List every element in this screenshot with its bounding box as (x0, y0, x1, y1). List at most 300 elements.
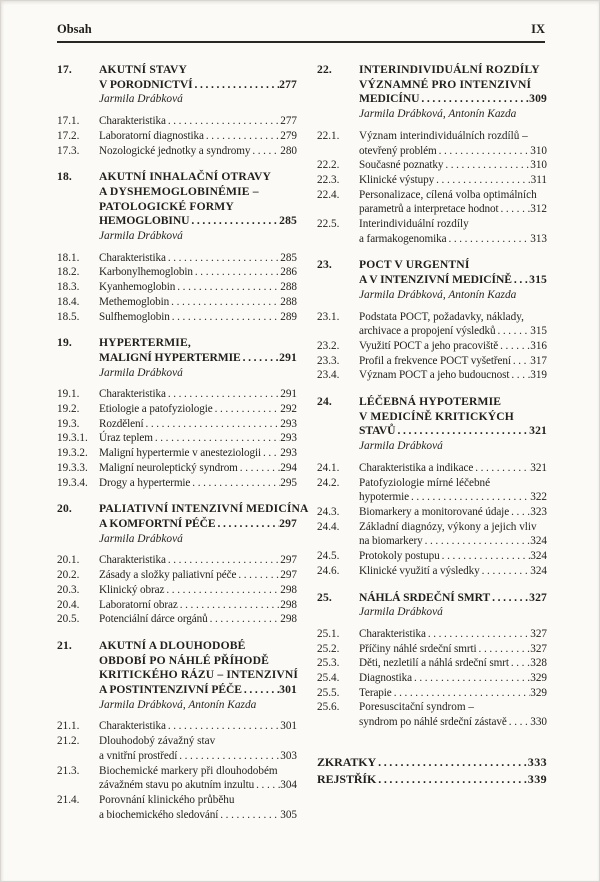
section-title (359, 686, 547, 701)
section-title (99, 251, 297, 266)
entry-page-number: 323 (530, 505, 547, 518)
section-number: 23.2. (317, 339, 340, 352)
section-title (99, 793, 297, 822)
toc-leader-line (359, 534, 547, 549)
toc-section-row (57, 251, 297, 266)
section-number: 22.5. (317, 218, 340, 231)
toc-section-row (57, 568, 297, 583)
toc-leader-line (99, 778, 297, 793)
section-number: 20.5. (57, 613, 80, 626)
section-number: 25.2. (317, 642, 340, 655)
dot-leader (166, 719, 280, 734)
dot-leader (495, 324, 530, 339)
chapter-heading (57, 502, 309, 531)
chapter-title-line: HYPERTERMIE, (99, 336, 191, 350)
dot-leader (166, 553, 280, 568)
section-title (359, 520, 547, 549)
back-matter-entry (317, 771, 547, 788)
dot-leader (376, 754, 528, 771)
section-number: 25.4. (317, 672, 340, 685)
dot-leader (250, 144, 280, 159)
toc-section-row (317, 656, 547, 671)
chapter-title-line: A DYSHEMOGLOBINÉMIE – (99, 184, 259, 198)
entry-text: Využití POCT a jeho pracoviště (359, 339, 499, 352)
section-title (359, 642, 547, 657)
entry-page-number: 298 (280, 613, 297, 626)
section-title (99, 583, 297, 598)
toc-column-right (317, 63, 547, 822)
chapter-heading (57, 336, 297, 365)
section-title (359, 129, 547, 158)
chapter-sections (317, 461, 547, 579)
section-title (99, 568, 297, 583)
section-title (99, 402, 297, 417)
dot-leader (509, 505, 530, 520)
entry-page-number: 321 (530, 461, 547, 474)
dot-leader (189, 214, 279, 229)
toc-leader-line (99, 598, 297, 613)
toc-chapter (57, 170, 297, 324)
entry-page-number: 295 (280, 476, 297, 489)
entry-text: Rozdělení (99, 417, 144, 430)
entry-text: Klinický obraz (99, 583, 165, 596)
entry-text: Karbonylhemoglobin (99, 266, 193, 279)
toc-leader-line (359, 324, 547, 339)
toc-section-row (317, 505, 547, 520)
entry-page-number: 311 (530, 173, 547, 186)
toc-section-row (317, 158, 547, 173)
toc-leader-line (99, 402, 297, 417)
dot-leader (175, 280, 280, 295)
entry-page-number: 329 (530, 672, 547, 685)
toc-section-row (317, 188, 547, 217)
toc-section-row (317, 217, 547, 246)
section-title (99, 114, 297, 129)
dot-leader (164, 583, 280, 598)
section-title (359, 671, 547, 686)
entry-page-number: 301 (279, 683, 297, 697)
section-number: 18.1. (57, 251, 80, 264)
entry-text: hypotermie (359, 491, 409, 504)
dot-leader (512, 273, 529, 288)
entry-page-number: 292 (280, 403, 297, 416)
toc-leader-line (99, 749, 297, 764)
entry-page-number: 327 (530, 627, 547, 640)
entry-text: ZKRATKY (317, 754, 377, 769)
toc-section-row (317, 549, 547, 564)
section-number: 25.5. (317, 686, 340, 699)
toc-back-matter (317, 754, 547, 788)
entry-text: otevřený problém (359, 144, 437, 157)
section-number: 23.4. (317, 369, 340, 382)
toc-leader-line (99, 476, 297, 491)
entry-text: STAVŮ (359, 424, 396, 438)
toc-leader-line (359, 490, 547, 505)
section-title (359, 354, 547, 369)
entry-text: Etiologie a patofyziologie (99, 403, 213, 416)
section-number: 19.3. (57, 417, 80, 430)
toc-section-row (57, 583, 297, 598)
chapter-title (99, 336, 297, 365)
chapter-number: 21. (57, 638, 72, 652)
section-title (359, 339, 547, 354)
dot-leader (437, 144, 531, 159)
section-title (99, 129, 297, 144)
toc-chapter (57, 336, 297, 490)
toc-leader-line (359, 686, 547, 701)
entry-page-number: 297 (279, 516, 297, 530)
toc-section-row (317, 671, 547, 686)
chapter-heading (317, 258, 547, 287)
chapter-authors: Jarmila Drábková (99, 230, 183, 243)
chapter-title (99, 63, 297, 92)
chapter-title-line: AKUTNÍ INHALAČNÍ OTRAVY (99, 170, 272, 184)
section-number: 17.1. (57, 115, 80, 128)
section-title (99, 310, 297, 325)
entry-text: Charakteristika (99, 251, 166, 264)
section-number: 20.3. (57, 583, 80, 596)
entry-page-number: 286 (280, 266, 297, 279)
chapter-authors: Jarmila Drábková, Antonín Kazda (99, 698, 257, 711)
section-number: 18.4. (57, 295, 80, 308)
chapter-title-line: INTERINDIVIDUÁLNÍ ROZDÍLY (359, 63, 540, 76)
entry-page-number: 329 (530, 686, 547, 699)
section-number: 24.5. (317, 550, 340, 563)
entry-page-number: 324 (530, 550, 547, 563)
entry-page-number: 328 (530, 657, 547, 670)
entry-page-number: 288 (280, 281, 297, 294)
dot-leader (170, 310, 281, 325)
entry-text: parametrů a interpretace hodnot (359, 203, 499, 216)
toc-section-row (57, 295, 297, 310)
toc-section-row (57, 612, 297, 627)
toc-section-row (57, 598, 297, 613)
toc-leader-line (99, 553, 297, 568)
chapter-title-line: PALIATIVNÍ INTENZIVNÍ MEDICÍNA (99, 502, 309, 516)
entry-page-number: 339 (527, 771, 547, 786)
section-title (359, 656, 547, 671)
chapter-number: 20. (57, 502, 72, 516)
toc-leader-line (99, 583, 297, 598)
chapter-number: 23. (317, 258, 332, 272)
chapter-number: 19. (57, 336, 72, 350)
section-number: 22.3. (317, 173, 340, 186)
section-title (99, 719, 297, 734)
entry-text: závažném stavu po akutním inzultu (99, 779, 255, 792)
entry-text: Současné poznatky (359, 159, 444, 172)
entry-page-number: 324 (530, 535, 547, 548)
toc-leader-line (99, 808, 297, 823)
dot-leader (178, 598, 280, 613)
toc-leader-line (359, 339, 547, 354)
entry-text: Kyanhemoglobin (99, 281, 176, 294)
chapter-title (359, 63, 547, 107)
chapter-sections (57, 387, 297, 490)
entry-page-number: 297 (280, 554, 297, 567)
dot-leader (477, 642, 531, 657)
section-number: 24.3. (317, 505, 340, 518)
chapter-sections (317, 627, 547, 730)
entry-text: Maligní hypertermie v anesteziologii (99, 447, 261, 460)
section-number: 24.4. (317, 520, 340, 533)
section-number: 18.3. (57, 281, 80, 294)
toc-leader-line (99, 461, 297, 476)
entry-page-number: 291 (280, 388, 297, 401)
entry-page-number: 315 (529, 273, 547, 287)
entry-text: Sulfhemoglobin (99, 310, 170, 323)
toc-leader-line (359, 549, 547, 564)
dot-leader (480, 564, 531, 579)
toc-chapter (317, 591, 547, 730)
dot-leader (507, 715, 530, 730)
entry-page-number: 293 (280, 432, 297, 445)
chapter-title (99, 170, 297, 229)
section-number: 21.4. (57, 793, 80, 806)
chapter-authors: Jarmila Drábková, Antonín Kazda (359, 288, 517, 301)
section-number: 22.4. (317, 188, 340, 201)
entry-page-number: 319 (530, 369, 547, 382)
entry-text: Laboratorní obraz (99, 598, 178, 611)
toc-columns (57, 63, 545, 822)
dot-leader (218, 808, 280, 823)
entry-page-number: 297 (280, 569, 297, 582)
entry-text: Diagnostika (359, 672, 412, 685)
section-title-line: Biochemické markery při dlouhodobém (99, 764, 278, 777)
section-title (359, 700, 547, 729)
section-title-line: Porovnání klinického průběhu (99, 793, 235, 806)
section-title-line: Interindividuální rozdíly (359, 218, 469, 231)
toc-leader-line (99, 295, 297, 310)
toc-leader-line (99, 214, 297, 229)
section-title (359, 549, 547, 564)
toc-section-row (57, 431, 297, 446)
entry-page-number: 298 (280, 583, 297, 596)
section-number: 19.3.4. (57, 476, 88, 489)
entry-text: Zásady a složky paliativní péče (99, 569, 237, 582)
entry-page-number: 277 (280, 115, 297, 128)
entry-text: Příčiny náhlé srdeční smrti (359, 642, 477, 655)
entry-text: Klinické výstupy (359, 173, 435, 186)
chapter-title (99, 639, 297, 698)
entry-text: Potenciální dárce orgánů (99, 613, 208, 626)
toc-section-row (317, 461, 547, 476)
entry-page-number: 327 (529, 590, 547, 604)
section-number: 22.1. (317, 129, 340, 142)
entry-text: REJSTŘÍK (317, 771, 377, 786)
toc-leader-line (99, 446, 297, 461)
dot-leader (440, 549, 531, 564)
toc-leader-line (359, 173, 547, 188)
toc-chapter (57, 639, 297, 822)
chapter-sections (57, 114, 297, 158)
dot-leader (446, 232, 530, 247)
toc-leader-line (99, 114, 297, 129)
running-header (57, 22, 545, 43)
chapter-title-line: AKUTNÍ STAVY (99, 63, 188, 76)
back-matter-entry (317, 754, 547, 771)
toc-leader-line (359, 368, 547, 383)
section-title-line: Personalizace, cílená volba optimálních (359, 188, 537, 201)
toc-section-row (317, 700, 547, 729)
entry-text: Klinické využití a výsledky (359, 564, 480, 577)
toc-section-row (317, 642, 547, 657)
entry-text: Maligní neuroleptický syndrom (99, 461, 238, 474)
entry-page-number: 280 (280, 144, 297, 157)
toc-section-row (317, 310, 547, 339)
chapter-title-line: OBDOBÍ PO NÁHLÉ PŘÍHODĚ (99, 653, 269, 667)
entry-text: Nozologické jednotky a syndromy (99, 144, 251, 157)
dot-leader (392, 686, 531, 701)
chapter-authors: Jarmila Drábková, Antonín Kazda (359, 108, 517, 121)
entry-page-number: 304 (280, 779, 297, 792)
section-title-line: Podstata POCT, požadavky, náklady, (359, 310, 524, 323)
section-number: 19.2. (57, 403, 80, 416)
chapter-number: 22. (317, 63, 332, 76)
section-number: 24.2. (317, 476, 340, 489)
entry-text: Profil a frekvence POCT vyšetření (359, 354, 511, 367)
dot-leader (509, 656, 530, 671)
chapter-title-line: POCT V URGENTNÍ (359, 258, 470, 272)
section-title-line: Patofyziologie mírné léčebné (359, 476, 491, 489)
section-title (99, 612, 297, 627)
toc-leader-line (99, 417, 297, 432)
entry-text: A KOMFORTNÍ PÉČE (99, 516, 216, 530)
section-title (99, 446, 297, 461)
toc-leader-line (359, 564, 547, 579)
chapter-number: 25. (317, 590, 332, 604)
toc-chapter (57, 63, 297, 158)
entry-page-number: 291 (279, 350, 297, 364)
toc-section-row (57, 446, 297, 461)
toc-leader-line (99, 431, 297, 446)
dot-leader (169, 295, 280, 310)
chapter-authors: Jarmila Drábková (99, 93, 183, 106)
entry-page-number: 309 (529, 92, 547, 106)
entry-page-number: 285 (280, 251, 297, 264)
entry-page-number: 305 (280, 808, 297, 821)
toc-leader-line (359, 505, 547, 520)
section-number: 24.1. (317, 461, 340, 474)
section-number: 20.4. (57, 598, 80, 611)
entry-page-number: 313 (530, 232, 547, 245)
entry-page-number: 293 (280, 417, 297, 430)
toc-section-row (57, 265, 297, 280)
section-title (359, 505, 547, 520)
toc-leader-line (99, 280, 297, 295)
section-title (359, 564, 547, 579)
entry-page-number: 301 (280, 720, 297, 733)
entry-page-number: 316 (530, 339, 547, 352)
toc-leader-line (359, 671, 547, 686)
toc-leader-line (99, 351, 297, 366)
entry-page-number: 289 (280, 310, 297, 323)
toc-section-row (317, 627, 547, 642)
section-title (99, 461, 297, 476)
toc-leader-line (359, 92, 547, 107)
dot-leader (261, 446, 280, 461)
section-number: 19.3.1. (57, 432, 88, 445)
toc-leader-line (99, 78, 297, 93)
toc-section-row (57, 129, 297, 144)
chapter-title-line: PATOLOGICKÉ FORMY (99, 199, 234, 213)
toc-chapter (317, 63, 547, 246)
section-number: 19.3.3. (57, 461, 88, 474)
entry-text: Drogy a hypertermie (99, 476, 191, 489)
dot-leader (242, 683, 279, 698)
chapter-heading (57, 639, 297, 698)
toc-section-row (57, 310, 297, 325)
section-title (99, 431, 297, 446)
dot-leader (254, 778, 280, 793)
section-number: 22.2. (317, 159, 340, 172)
entry-text: Charakteristika (359, 627, 426, 640)
chapter-sections (57, 553, 297, 627)
entry-page-number: 333 (527, 754, 547, 769)
dot-leader (204, 129, 280, 144)
entry-text: Charakteristika (99, 115, 166, 128)
entry-text: MALIGNÍ HYPERTERMIE (99, 350, 241, 364)
chapter-heading (317, 395, 547, 439)
section-number: 21.2. (57, 735, 80, 748)
section-number: 18.2. (57, 266, 80, 279)
toc-leader-line (359, 273, 547, 288)
toc-section-row (57, 734, 297, 763)
entry-text: Význam POCT a jeho budoucnost (359, 369, 510, 382)
dot-leader (426, 627, 530, 642)
dot-leader (236, 568, 280, 583)
toc-section-row (317, 173, 547, 188)
toc-section-row (57, 719, 297, 734)
toc-leader-line (359, 424, 547, 439)
chapter-title (359, 591, 547, 606)
entry-text: Úraz teplem (99, 432, 153, 445)
entry-text: Protokoly postupu (359, 550, 440, 563)
toc-section-row (57, 144, 297, 159)
dot-leader (153, 431, 280, 446)
toc-leader-line (359, 642, 547, 657)
section-title (99, 387, 297, 402)
entry-page-number: 310 (530, 159, 547, 172)
toc-leader-line (99, 387, 297, 402)
section-title (359, 310, 547, 339)
dot-leader (490, 591, 529, 606)
section-title (359, 188, 547, 217)
entry-text: na biomarkery (359, 535, 423, 548)
section-title-line: Poresuscitační syndrom – (359, 701, 474, 714)
chapter-sections (57, 251, 297, 325)
toc-leader-line (359, 144, 547, 159)
chapter-title (99, 502, 309, 531)
entry-page-number: 312 (530, 203, 547, 216)
chapter-title-line: AKUTNÍ A DLOUHODOBÉ (99, 638, 246, 652)
chapter-number: 24. (317, 395, 332, 409)
entry-text: a biochemického sledování (99, 808, 219, 821)
section-title (99, 764, 297, 793)
toc-leader-line (99, 568, 297, 583)
dot-leader (166, 251, 280, 266)
toc-leader-line (359, 656, 547, 671)
chapter-heading (317, 591, 547, 606)
chapter-heading (57, 170, 297, 229)
dot-leader (473, 461, 530, 476)
dot-leader (376, 771, 528, 788)
entry-text: a vnitřní prostředí (99, 749, 178, 762)
entry-text: Terapie (359, 686, 392, 699)
toc-leader-line (99, 310, 297, 325)
chapter-sections (57, 719, 297, 822)
section-title (359, 173, 547, 188)
section-title (359, 461, 547, 476)
